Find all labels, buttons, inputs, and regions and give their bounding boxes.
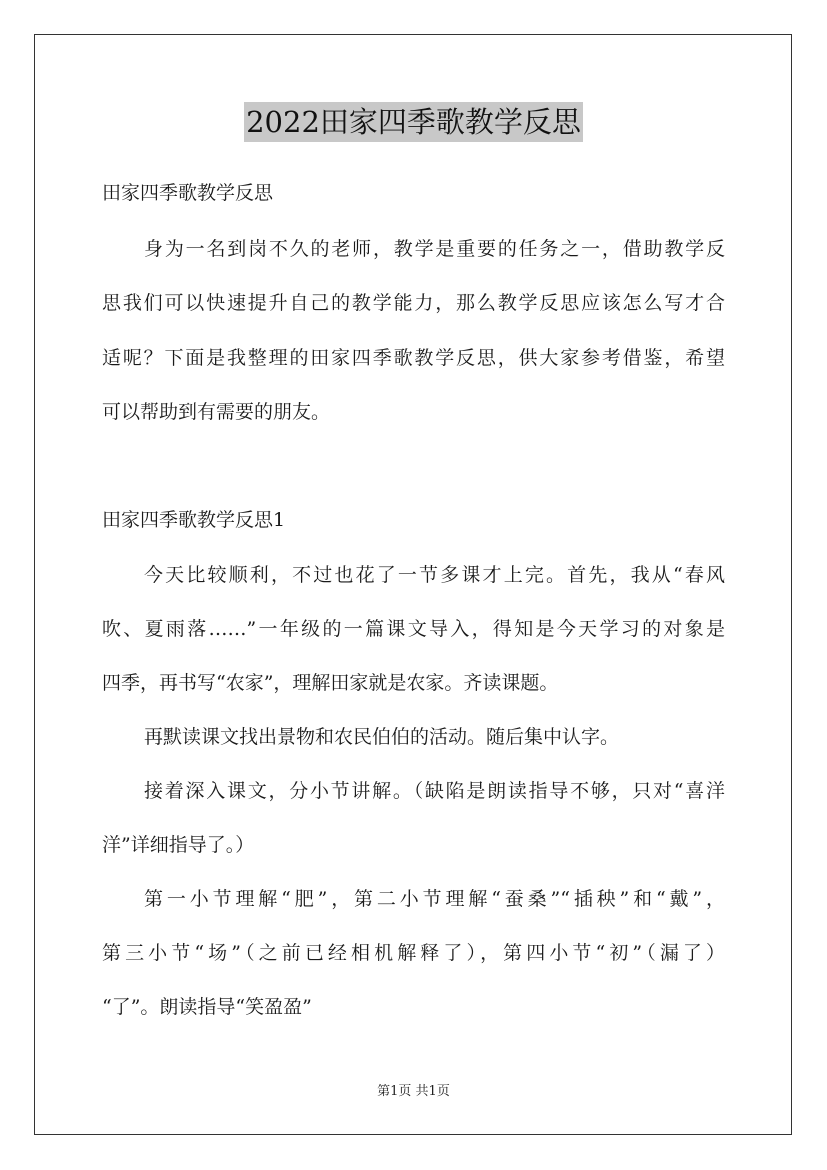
- intro-line-1: 身为一名到岗不久的老师，教学是重要的任务之一，借助教学反: [144, 238, 725, 260]
- para1-line-2: 吹、夏雨落……”一年级的一篇课文导入，得知是今天学习的对象是: [102, 618, 725, 640]
- intro-line-3: 适呢？下面是我整理的田家四季歌教学反思，供大家参考借鉴，希望: [102, 347, 725, 369]
- para1-line-3: 四季，再书写“农家”，理解田家就是农家。齐读课题。: [102, 672, 559, 694]
- document-title: 2022田家四季歌教学反思: [244, 102, 583, 142]
- section-heading: 田家四季歌教学反思: [102, 182, 274, 204]
- title-container: [0, 102, 827, 142]
- page-footer: 第1页 共1页: [377, 1084, 450, 1099]
- para3-line-2: 洋”详细指导了。）: [102, 834, 255, 856]
- para4-line-2: 第三小节“场”（之前已经相机解释了），第四小节“初”（漏了）: [102, 942, 725, 964]
- para4-line-3: “了”。朗读指导“笑盈盈”: [102, 996, 312, 1018]
- para1-line-1: 今天比较顺利，不过也花了一节多课才上完。首先，我从“春风: [144, 564, 725, 586]
- para2-line-1: 再默读课文找出景物和农民伯伯的活动。随后集中认字。: [144, 726, 620, 748]
- intro-line-2: 思我们可以快速提升自己的教学能力，那么教学反思应该怎么写才合: [102, 292, 725, 314]
- para4-line-1: 第一小节理解“肥”，第二小节理解“蚕桑”“插秧”和“戴”，: [144, 888, 725, 910]
- section-heading-1: 田家四季歌教学反思1: [102, 509, 286, 531]
- para3-line-1: 接着深入课文，分小节讲解。（缺陷是朗读指导不够，只对“喜洋: [144, 780, 725, 802]
- intro-line-4: 可以帮助到有需要的朋友。: [102, 401, 331, 423]
